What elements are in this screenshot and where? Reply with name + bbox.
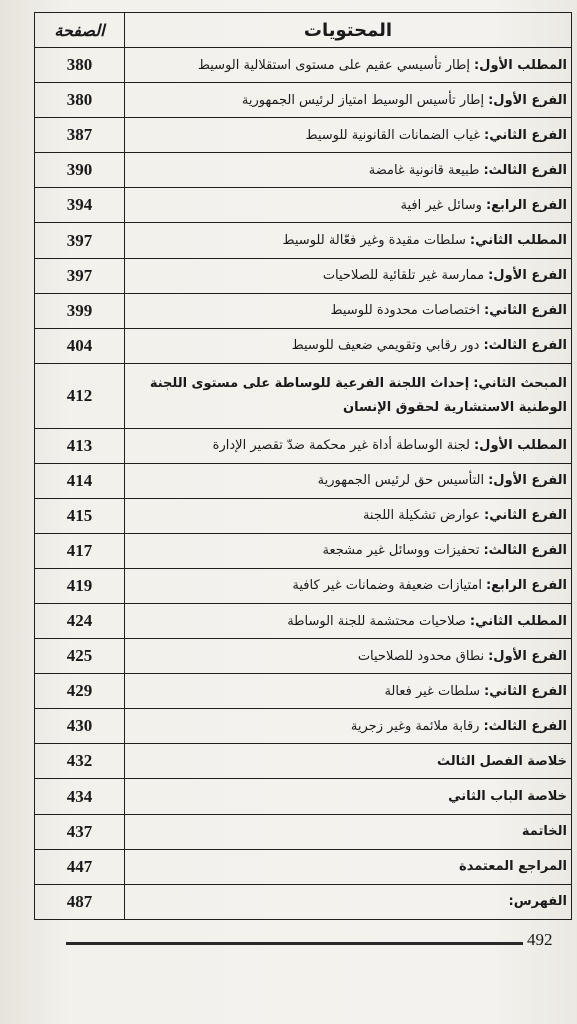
toc-row bbox=[35, 463, 572, 498]
toc-entry-label: الفرع الرابع: bbox=[485, 197, 567, 213]
toc-entry-title bbox=[125, 153, 572, 188]
toc-entry-label: الفرع الأول: bbox=[488, 473, 567, 489]
toc-entry-text: اختصاصات محدودة للوسيط bbox=[330, 303, 481, 319]
toc-entry-title bbox=[125, 118, 572, 153]
toc-entry-text: سلطات مقيدة وغير فعّالة للوسيط bbox=[282, 233, 466, 249]
toc-row bbox=[35, 849, 572, 884]
toc-entry-title bbox=[125, 363, 572, 428]
toc-entry-label: الفرع الثالث: bbox=[483, 162, 567, 178]
toc-entry-label: الفرع الثالث: bbox=[483, 718, 567, 734]
toc-entry-page: 380 bbox=[35, 48, 125, 83]
toc-row bbox=[35, 83, 572, 118]
toc-row bbox=[35, 153, 572, 188]
toc-row bbox=[35, 744, 572, 779]
toc-entry-label: المطلب الثاني: bbox=[469, 233, 567, 249]
toc-row bbox=[35, 533, 572, 568]
toc-entry-label: المطلب الأول: bbox=[473, 57, 567, 73]
toc-entry-title bbox=[125, 568, 572, 603]
toc-entry-text: امتيازات ضعيفة وضمانات غير كافية bbox=[292, 578, 482, 594]
toc-row bbox=[35, 328, 572, 363]
toc-entry-text: تحفيزات ووسائل غير مشجعة bbox=[322, 543, 480, 559]
toc-entry-title bbox=[125, 674, 572, 709]
toc-entry-label: المطلب الأول: bbox=[473, 438, 567, 454]
toc-entry-page: 432 bbox=[35, 744, 125, 779]
toc-entry-text: سلطات غير فعالة bbox=[384, 683, 481, 699]
toc-entry-text: وسائل غير افية bbox=[400, 197, 482, 213]
toc-row bbox=[35, 363, 572, 428]
toc-entry-text: دور رقابي وتقويمي ضعيف للوسيط bbox=[291, 338, 480, 354]
toc-entry-label: الفرع الثاني: bbox=[484, 508, 567, 524]
toc-entry-page: 419 bbox=[35, 568, 125, 603]
toc-row bbox=[35, 709, 572, 744]
toc-entry-title bbox=[125, 463, 572, 498]
toc-entry-title bbox=[125, 428, 572, 463]
toc-entry-page: 414 bbox=[35, 463, 125, 498]
toc-row bbox=[35, 48, 572, 83]
toc-entry-label: المبحث الثاني: bbox=[473, 375, 567, 391]
toc-row bbox=[35, 498, 572, 533]
toc-entry-label: المطلب الثاني: bbox=[469, 613, 567, 629]
toc-entry-text: التأسيس حق لرئيس الجمهورية bbox=[317, 473, 485, 489]
toc-entry-page: 437 bbox=[35, 814, 125, 849]
page-number: 492 bbox=[527, 930, 553, 949]
toc-entry-text: صلاحيات محتشمة للجنة الوساطة bbox=[287, 613, 466, 629]
toc-entry-page: 425 bbox=[35, 639, 125, 674]
toc-row bbox=[35, 258, 572, 293]
toc-entry-title bbox=[125, 849, 572, 884]
toc-entry-page: 413 bbox=[35, 428, 125, 463]
toc-entry-label: الفرع الثاني: bbox=[484, 127, 567, 143]
toc-entry-text: رقابة ملائمة وغير زجرية bbox=[350, 718, 480, 734]
toc-entry-page: 429 bbox=[35, 674, 125, 709]
toc-entry-text: عوارض تشكيلة اللجنة bbox=[362, 508, 481, 524]
toc-entry-label: الخاتمة bbox=[521, 824, 567, 840]
toc-entry-page: 399 bbox=[35, 293, 125, 328]
toc-row bbox=[35, 814, 572, 849]
toc-row bbox=[35, 188, 572, 223]
toc-entry-title bbox=[125, 779, 572, 814]
toc-entry-page: 394 bbox=[35, 188, 125, 223]
toc-entry-text: إطار تأسيس الوسيط امتياز لرئيس الجمهورية bbox=[241, 92, 485, 108]
toc-entry-text: ممارسة غير تلقائية للصلاحيات bbox=[322, 268, 485, 284]
toc-entry-page: 417 bbox=[35, 533, 125, 568]
toc-entry-page: 390 bbox=[35, 153, 125, 188]
toc-entry-title bbox=[125, 639, 572, 674]
toc-row bbox=[35, 674, 572, 709]
toc-entry-title bbox=[125, 83, 572, 118]
toc-entry-title bbox=[125, 498, 572, 533]
toc-entry-title bbox=[125, 533, 572, 568]
toc-entry-label: المراجع المعتمدة bbox=[459, 859, 567, 875]
toc-entry-title bbox=[125, 814, 572, 849]
toc-entry-title bbox=[125, 604, 572, 639]
toc-entry-label: خلاصة الفصل الثالث bbox=[436, 753, 567, 769]
toc-entry-text: إحداث اللجنة الفرعية للوساطة على مستوى اللجنة الوطنية الاستشارية لحقوق الإنسان bbox=[149, 375, 567, 415]
contents-table bbox=[34, 12, 572, 920]
toc-entry-text: إطار تأسيسي عقيم على مستوى استقلالية الوسيط bbox=[197, 57, 470, 73]
toc-entry-page: 434 bbox=[35, 779, 125, 814]
toc-entry-page: 415 bbox=[35, 498, 125, 533]
toc-entry-title bbox=[125, 223, 572, 258]
contents-body bbox=[35, 48, 572, 920]
toc-entry-title bbox=[125, 293, 572, 328]
toc-entry-title bbox=[125, 258, 572, 293]
toc-entry-label: الفهرس: bbox=[508, 894, 567, 910]
toc-entry-page: 397 bbox=[35, 223, 125, 258]
toc-row bbox=[35, 779, 572, 814]
table-header-row bbox=[35, 13, 572, 48]
toc-entry-title bbox=[125, 188, 572, 223]
toc-entry-title bbox=[125, 328, 572, 363]
toc-entry-page: 424 bbox=[35, 604, 125, 639]
toc-entry-page: 404 bbox=[35, 328, 125, 363]
toc-entry-label: الفرع الأول: bbox=[488, 92, 567, 108]
toc-entry-page: 397 bbox=[35, 258, 125, 293]
toc-entry-label: الفرع الرابع: bbox=[485, 578, 567, 594]
toc-entry-page: 430 bbox=[35, 709, 125, 744]
toc-row bbox=[35, 604, 572, 639]
toc-entry-page: 447 bbox=[35, 849, 125, 884]
toc-row bbox=[35, 223, 572, 258]
toc-entry-label: الفرع الأول: bbox=[488, 648, 567, 664]
toc-entry-text: طبيعة قانونية غامضة bbox=[368, 162, 480, 178]
toc-entry-title bbox=[125, 48, 572, 83]
footer-rule bbox=[66, 942, 523, 945]
toc-entry-page: 387 bbox=[35, 118, 125, 153]
contents-title: المحتويات bbox=[125, 13, 572, 48]
toc-row bbox=[35, 884, 572, 919]
toc-entry-text: لجنة الوساطة أداة غير محكمة ضدّ تقصير الإدارة bbox=[212, 438, 470, 454]
toc-entry-title bbox=[125, 744, 572, 779]
toc-entry-title bbox=[125, 884, 572, 919]
toc-row bbox=[35, 639, 572, 674]
toc-entry-title bbox=[125, 709, 572, 744]
toc-row bbox=[35, 118, 572, 153]
page-column-header: الصفحة bbox=[35, 13, 125, 48]
toc-entry-label: الفرع الثالث: bbox=[483, 338, 567, 354]
toc-entry-label: الفرع الثالث: bbox=[483, 543, 567, 559]
toc-entry-label: الفرع الثاني: bbox=[484, 303, 567, 319]
toc-row bbox=[35, 568, 572, 603]
toc-row bbox=[35, 428, 572, 463]
toc-entry-label: الفرع الأول: bbox=[488, 268, 567, 284]
toc-entry-text: نطاق محدود للصلاحيات bbox=[357, 648, 485, 664]
toc-entry-page: 412 bbox=[35, 363, 125, 428]
toc-entry-page: 487 bbox=[35, 884, 125, 919]
toc-row bbox=[35, 293, 572, 328]
toc-entry-text: غياب الضمانات القانونية للوسيط bbox=[305, 127, 481, 143]
toc-entry-label: الفرع الثاني: bbox=[484, 683, 567, 699]
toc-entry-page: 380 bbox=[35, 83, 125, 118]
toc-entry-label: خلاصة الباب الثاني bbox=[448, 789, 567, 805]
